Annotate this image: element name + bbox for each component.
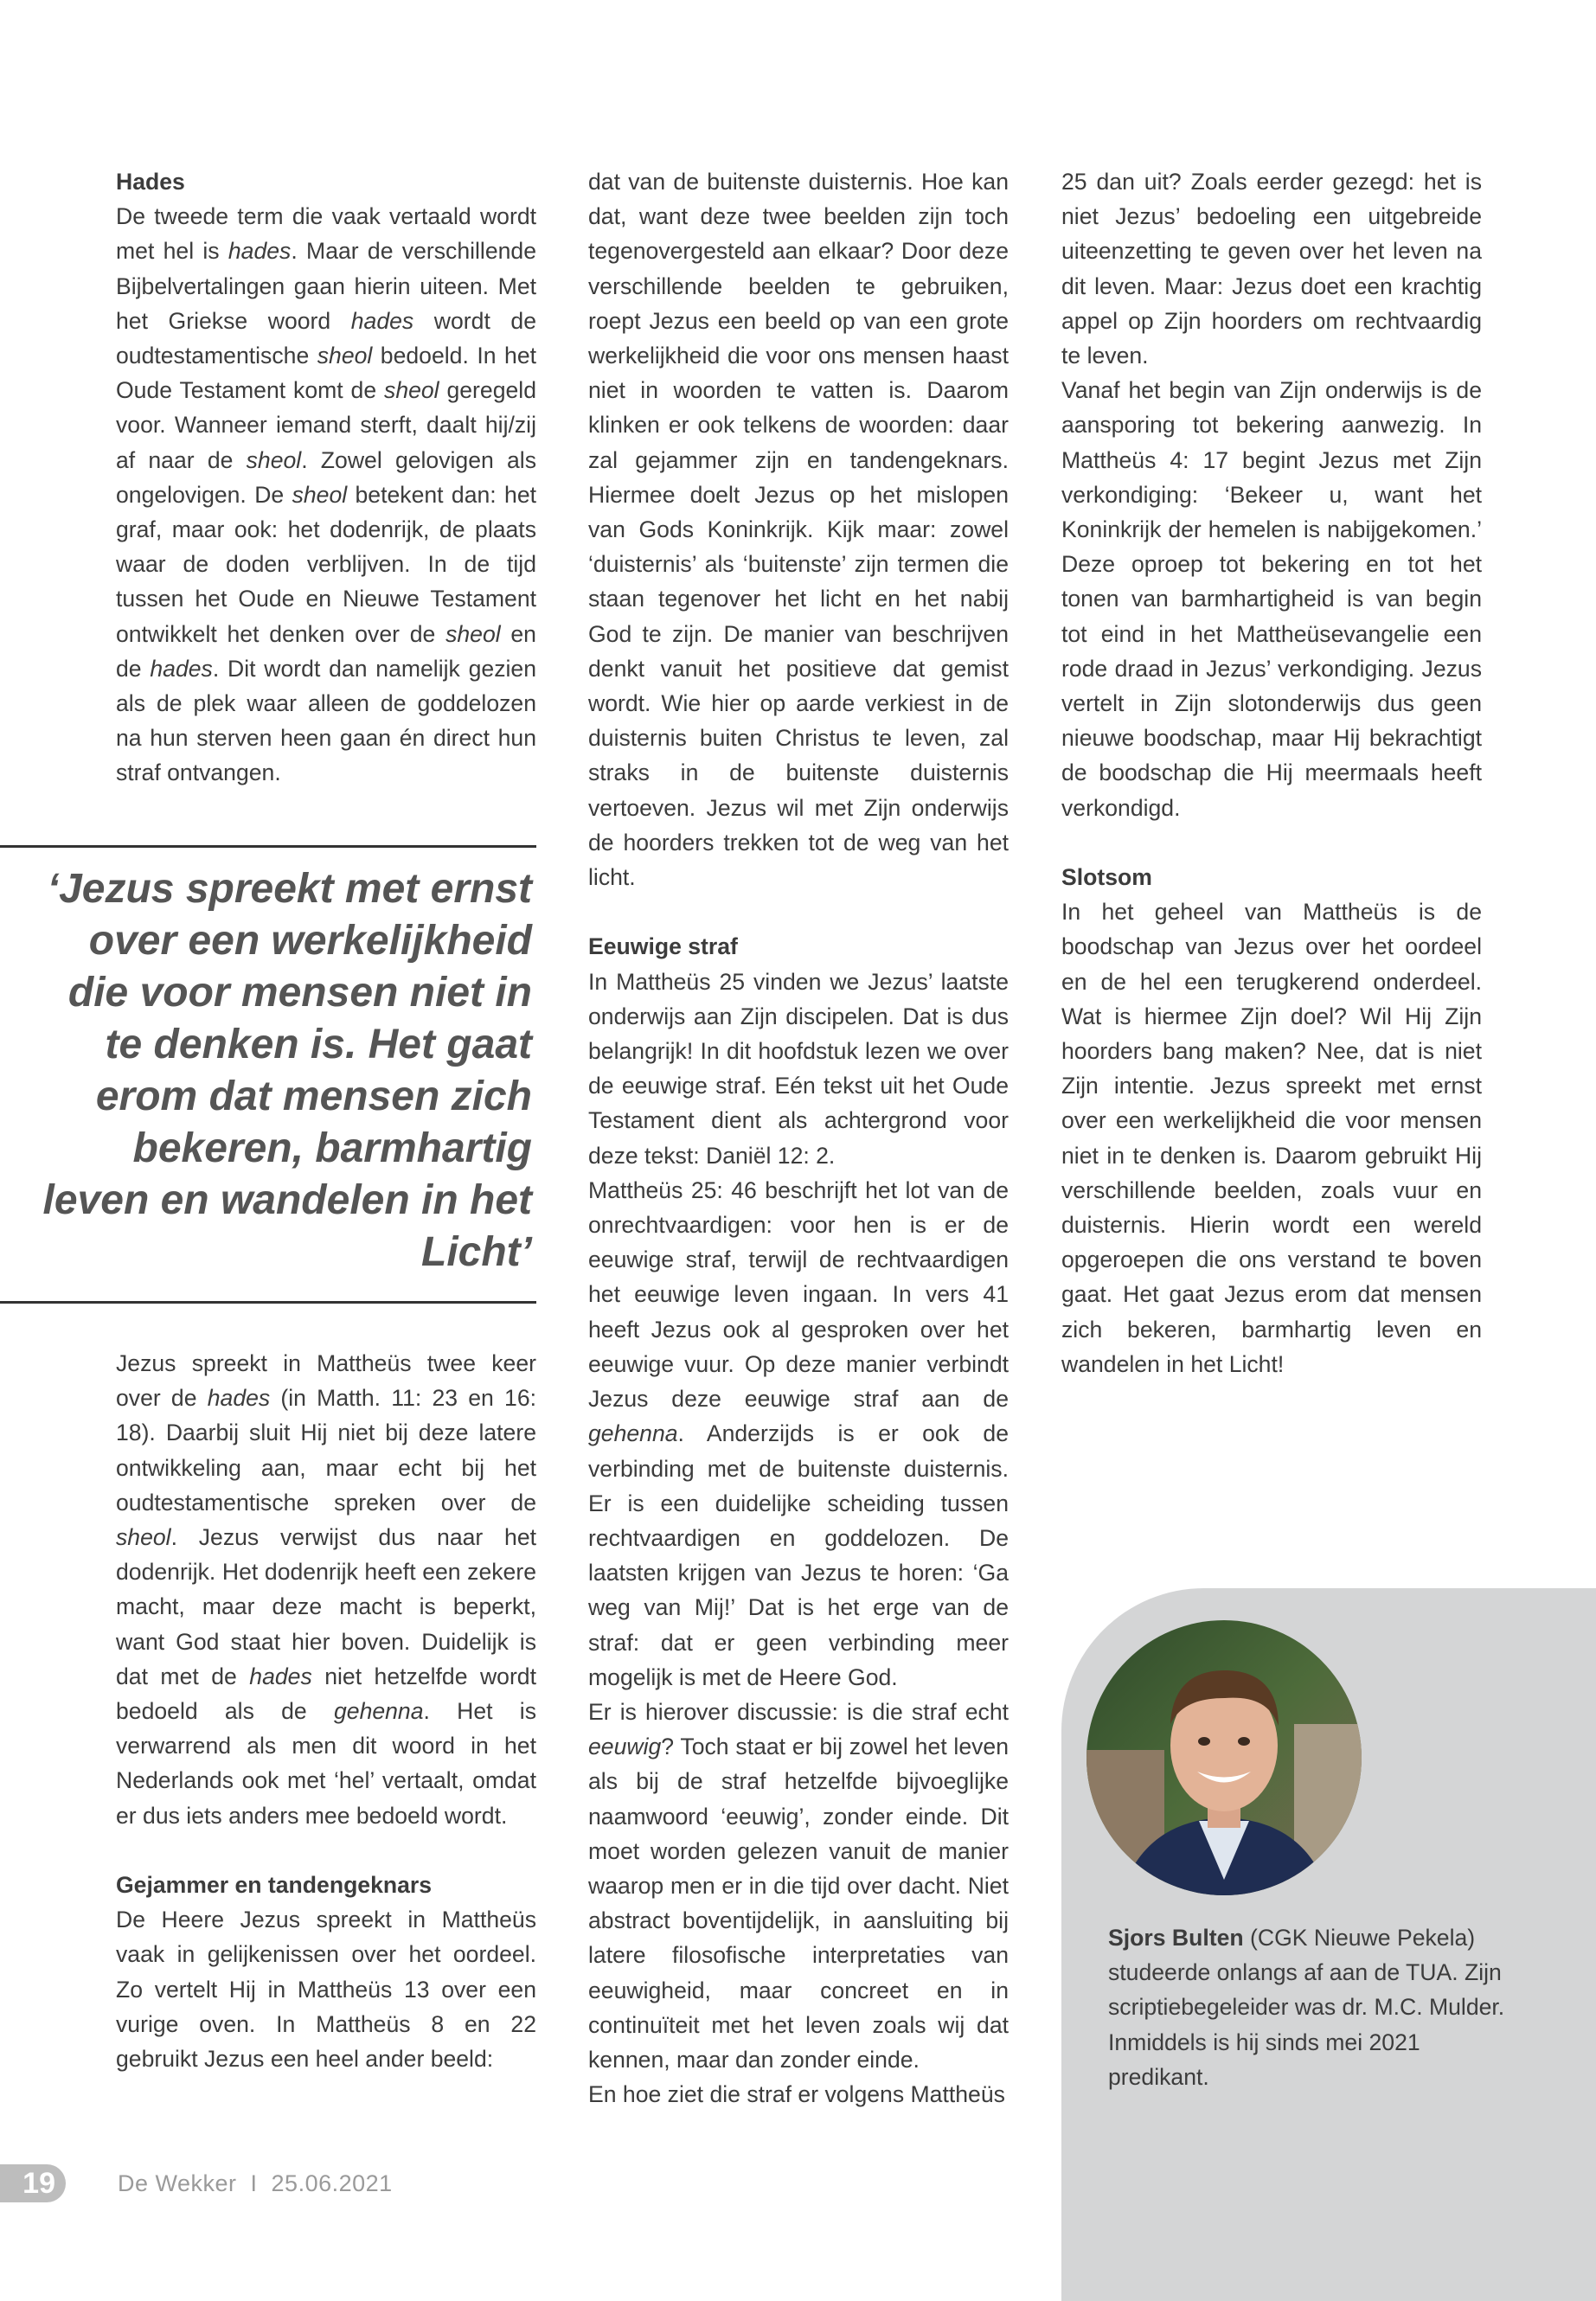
quote-rule-bottom [0,1301,536,1304]
column-2 [588,164,1009,2112]
section-heading-gejammer: Gejammer en tandengeknars [116,1872,433,1899]
paragraph-hades: De tweede term die vaak vertaald wordt met hel is hades. Maar de verschillende Bijbelvertalingen gaan hierin uiteen. Met het Griekse woord hades wordt de oudtestamentische sheol bedoeld. In het Oude Testament komt de sheol geregeld voor. Wanneer iemand sterft, daalt hij/zij af naar de sheol. Zowel gelovigen als ongelovigen. De sheol betekent dan: het graf, maar ook: het dodenrijk, de plaats waar de doden verblijven. In de tijd tussen het Oude en Nieuwe Testament ontwikkelt het denken over de sheol en de hades. Dit wordt dan namelijk gezien als de plek waar alleen de goddelozen na hun sterven heen gaan én direct hun straf ontvangen. [116,203,537,786]
author-portrait-icon [1086,1620,1362,1895]
paragraph-mattheus-25: In Mattheüs 25 vinden we Jezus’ laatste onderwijs aan Zijn discipelen. Dat is dus belangrijk! In dit hoofdstuk lezen we over de eeuwige straf. Eén tekst uit het Oude Testament dient als achtergrond voor deze tekst: Daniël 12: 2. [588,968,1009,1169]
paragraph-jezus-hades: Jezus spreekt in Mattheüs twee keer over de hades (in Matth. 11: 23 en 16: 18). Daarbij sluit Hij niet bij deze latere ontwikkeling aan, maar echt bij het oudtestamentische spreken over de sheol. Jezus verwijst dus naar het dodenrijk. Het dodenrijk heeft een zekere macht, maar deze macht is beperkt, want God staat hier boven. Duidelijk is dat met de hades niet hetzelfde wordt bedoeld als de gehenna. Het is verwarrend als men dit woord in het Nederlands ook met ‘hel’ vertaalt, omdat er dus iets anders mee bedoeld wordt. [116,1350,536,1829]
paragraph-gejammer: De Heere Jezus spreekt in Mattheüs vaak in gelijkenissen over het oordeel. Zo vertelt Hij in Mattheüs 13 over een vurige oven. In Mattheüs 8 en 22 gebruikt Jezus een heel ander beeld: [116,1907,536,2073]
author-bio [1108,1920,1523,2094]
pull-quote: ‘Jezus spreekt met ernst over een werkelijkheid die voor mensen niet in te denken is. Het gaat erom dat mensen zich bekeren, barmhartig leven en wandelen in het Licht’ [42,866,532,1275]
section-heading-eeuwige-straf: Eeuwige straf [588,933,738,960]
paragraph-duisternis: dat van de buitenste duisternis. Hoe kan dat, want deze twee beelden zijn toch tegenovergesteld aan elkaar? Door deze verschillende beelden te gebruiken, roept Jezus een beeld op van een grote werkelijkheid die voor ons mensen haast niet in woorden te vatten is. Daarom klinken er ook telkens de woorden: daar zal gejammer zijn en tandengeknars. Hiermee doelt Jezus op het mislopen van Gods Koninkrijk. Kijk maar: zowel ‘duisternis’ als ‘buitenste’ zijn termen die staan tegenover het licht en het nabij God te zijn. De manier van beschrijven denkt vanuit het positieve dat gemist wordt. Wie hier op aarde verkiest in de duisternis buiten Christus te leven, zal straks in de buitenste duisternis vertoeven. Jezus wil met Zijn onderwijs de hoorders trekken tot de weg van het licht. [588,169,1009,891]
paragraph-mattheus-25-46: Mattheüs 25: 46 beschrijft het lot van de onrechtvaardigen: voor hen is er de eeuwige straf, terwijl de rechtvaardigen het eeuwige leven ingaan. In vers 41 heeft Jezus ook al gesproken over het eeuwige vuur. Op deze manier verbindt Jezus deze eeuwige straf aan de gehenna. Anderzijds is er ook de verbinding met de buitenste duisternis. Er is een duidelijke scheiding tussen rechtvaardigen en goddelozen. De laatsten krijgen van Jezus te horen: ‘Ga weg van Mij!’ Dat is het erge van de straf: dat er geen verbinding meer mogelijk is met de Heere God. [588,1176,1009,1690]
paragraph-bekering: Vanaf het begin van Zijn onderwijs is de aansporing tot bekering aanwezig. In Mattheüs 4: 17 begint Jezus met Zijn verkondiging: ‘Bekeer u, want het Koninkrijk der hemelen is nabijgekomen.’ Deze oproep tot bekering en tot het tonen van barmhartigheid is van begin tot eind in het Mattheüsevangelie een rode draad in Jezus’ verkondiging. Jezus vertelt in Zijn slotonderwijs dus geen nieuwe boodschap, maar Hij bekrachtigt de boodschap die Hij meermaals heeft verkondigd. [1061,377,1482,821]
author-name: Sjors Bulten [1108,1925,1244,1951]
author-photo [1086,1620,1362,1895]
paragraph-discussie: Er is hierover discussie: is die straf echt eeuwig? Toch staat er bij zowel het leven als bij de straf hetzelfde bijvoeglijke naamwoord ‘eeuwig’, zonder einde. Dit moet worden gelezen vanuit de manier waarop men er in die tijd over dacht. Niet abstract boventijdelijk, in aansluiting bij latere filosofische interpretaties van eeuwigheid, maar concreet en in continuïteit met het leven zoals wij dat kennen, maar dan zonder einde. [588,1698,1009,2073]
column-3 [1061,164,1482,1381]
publication-footer: De Wekker I 25.06.2021 [118,2170,393,2196]
section-heading-hades: Hades [116,169,185,195]
paragraph-hoe-ziet: En hoe ziet die straf er volgens Mattheüs [588,2081,1005,2108]
author-bio-text: (CGK Nieuwe Pekela) studeerde onlangs af aan de TUA. Zijn scriptiebegeleider was dr. M.C. Mulder. Inmiddels is hij sinds mei 2021 predikant. [1108,1925,1505,2090]
quote-rule-top [0,845,536,848]
paragraph-slotsom: In het geheel van Mattheüs is de boodschap van Jezus over het oordeel en de hel een terugkerend onderdeel. Wat is hiermee Zijn doel? Wil Hij Zijn hoorders bang maken? Nee, dat is niet Zijn intentie. Jezus spreekt met ernst over een werkelijkheid die voor mensen niet in te denken is. Daarom gebruikt Hij verschillende beelden, zoals vuur en duisternis. Hierin wordt een wereld opgeroepen die ons verstand te boven gaat. Het gaat Jezus erom dat mensen zich bekeren, barmhartig leven en wandelen in het Licht! [1061,899,1482,1377]
page-number: 19 [0,2164,66,2202]
column-1-bottom [116,1346,536,2076]
section-heading-slotsom: Slotsom [1061,864,1152,891]
column-1-top [116,164,536,791]
paragraph-appel: 25 dan uit? Zoals eerder gezegd: het is niet Jezus’ bedoeling een uitgebreide uiteenzetting te geven over het leven na dit leven. Maar: Jezus doet een krachtig appel op Zijn hoorders om rechtvaardig te leven. [1061,169,1482,369]
